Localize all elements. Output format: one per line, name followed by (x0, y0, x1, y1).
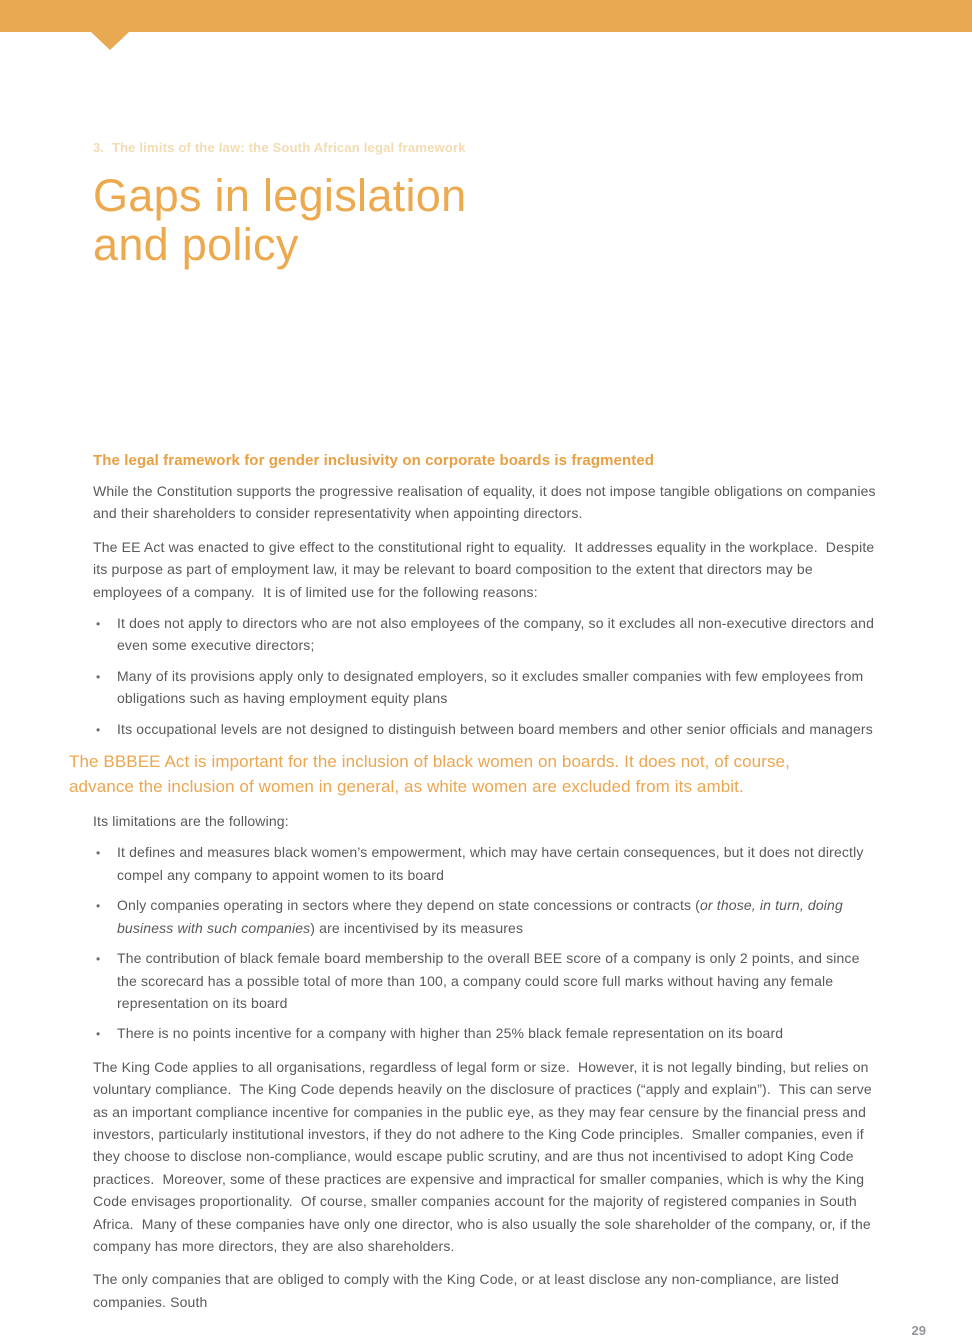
ee-act-limitations-list (93, 612, 879, 740)
page-number: 29 (911, 1323, 926, 1338)
list-item: • Its occupational levels are not designed to distinguish between board members and other senior officials and managers (93, 718, 879, 740)
paragraph-constitution: While the Constitution supports the progressive realisation of equality, it does not impose tangible obligations on companies and their shareholders to consider representativity when appointing directors. (93, 483, 880, 522)
list-item-text-pre: Only companies operating in sectors where they depend on state concessions or contracts ( (117, 897, 700, 914)
page-title-line2: and policy (93, 219, 299, 270)
list-item: • Many of its provisions apply only to designated employers, so it excludes smaller companies with few employees from obligations such as having employment equity plans (93, 665, 879, 710)
bbbee-callout-line2: advance the inclusion of women in general, as white women are excluded from its ambit. (69, 776, 744, 796)
paragraph-ee-act: The EE Act was enacted to give effect to the constitutional right to equality. It addresses equality in the workplace. Despite its purpose as part of employment law, it may be relevant to board composition to the extent that directors may be employees of a company. It is of limited use for the following reasons: (93, 538, 879, 600)
top-accent-bar (0, 0, 972, 32)
page-content (69, 32, 880, 1313)
list-item: • It defines and measures black women’s empowerment, which may have certain consequences, but it does not directly compel any company to appoint women to its board (93, 841, 879, 886)
bbbee-limitations-list (93, 841, 879, 1044)
paragraph-king-code: The King Code applies to all organisations, regardless of legal form or size. However, it is not legally binding, but relies on voluntary compliance. The King Code depends heavily on the disclosure of practices (“apply and explain”). This can serve as an important compliance incentive for companies in the public eye, as they may fear censure by the financial press and investors, particularly institutional investors, if they do not adhere to the King Code principles. Smaller companies, even if they choose to disclose non-compliance, would escape public scrutiny, and are thus not incentivised to adopt King Code practices. Moreover, some of these practices are expensive and impractical for smaller companies, which is why the King Code envisages proportionality. Of course, smaller companies account for the majority of registered companies in South Africa. Many of these companies have only one director, who is also usually the sole shareholder of the company, or, if the company has more directors, they are also shareholders. (93, 1058, 876, 1254)
list-item-text-post: ) are incentivised by its measures (310, 919, 524, 936)
page-title (93, 171, 879, 269)
bbbee-callout (69, 750, 879, 799)
section-kicker: 3. The limits of the law: the South African legal framework (93, 140, 466, 155)
list-item: • The contribution of black female board membership to the overall BEE score of a company is only 2 points, and since the scorecard has a possible total of more than 100, a company could score full marks without having any female representation on its board (93, 947, 879, 1014)
paragraph-listed-companies: The only companies that are obliged to comply with the King Code, or at least disclose any non-compliance, are listed companies. South (93, 1271, 843, 1310)
limitations-intro: Its limitations are the following: (93, 813, 289, 830)
list-item (93, 894, 879, 939)
list-item: • It does not apply to directors who are not also employees of the company, so it excludes all non-executive directors and even some executive directors; (93, 612, 879, 657)
page-title-line1: Gaps in legislation (93, 170, 467, 221)
section-heading: The legal framework for gender inclusivity on corporate boards is fragmented (93, 452, 655, 469)
list-item: • There is no points incentive for a company with higher than 25% black female representation on its board (93, 1022, 879, 1044)
list-item-text-italic: or those, in turn, doing business with such companies (117, 897, 843, 936)
bbbee-callout-line1: The BBBEE Act is important for the inclusion of black women on boards. It does not, of course, (69, 752, 790, 772)
